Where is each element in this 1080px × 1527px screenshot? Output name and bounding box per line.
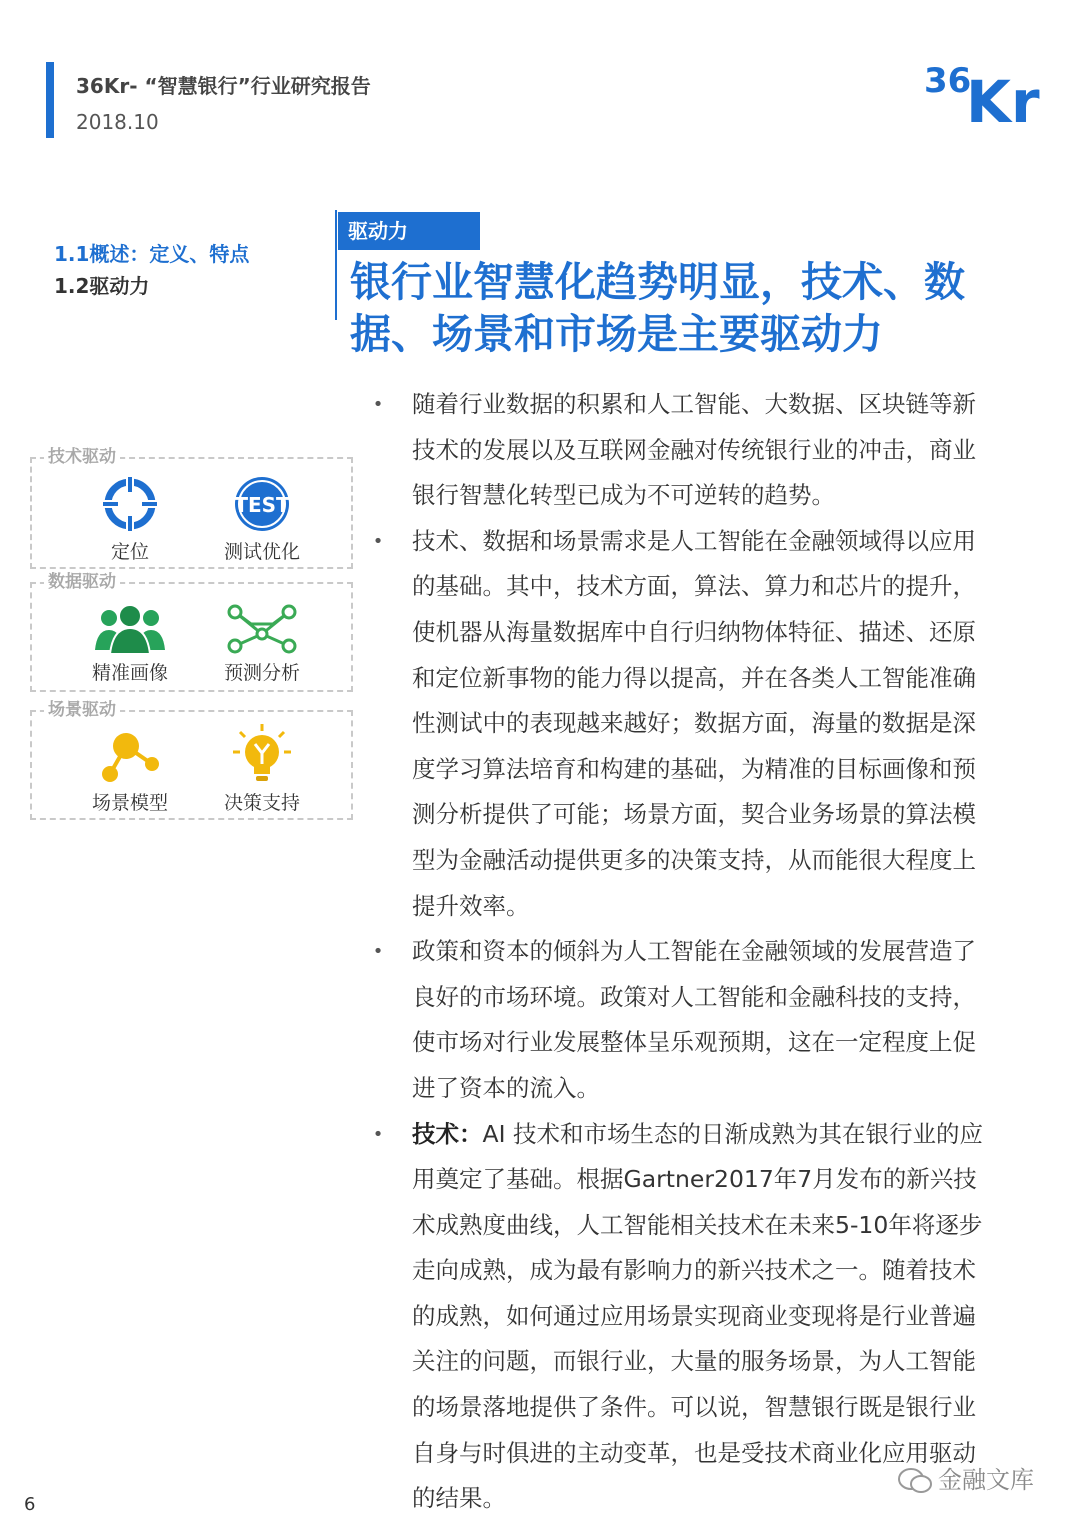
bullet-item [368,929,988,1111]
test-badge-icon [231,475,293,533]
36kr-logo [922,52,1042,128]
bullet-item [368,382,988,519]
bullet-dot-icon: • [372,530,384,552]
section-nav [54,238,249,302]
header-accent-bar [46,62,54,138]
icon-label: 精准画像 [91,662,168,684]
watermark-text: 金融文库 [938,1466,1034,1494]
body-text [368,382,988,1522]
bullet-item [368,1112,988,1522]
icon-cell-predict [202,604,322,685]
panel-label: 场景驱动 [44,700,120,720]
crosshair-icon [101,475,159,533]
bullet-dot-icon: • [372,941,384,963]
logo-text-small: 36 [924,61,972,101]
bullet-item [368,519,988,929]
panel-label: 数据驱动 [44,572,120,592]
icon-cell-test [202,475,322,564]
icon-label: 定位 [110,541,149,563]
icon-label: 预测分析 [223,662,300,684]
molecule-icon [98,730,162,784]
icon-label: 测试优化 [223,541,300,563]
nav-item-drivers[interactable]: 1.2驱动力 [54,274,150,298]
bullet-dot-icon: • [372,1123,384,1145]
bullet-dot-icon: • [372,394,384,415]
logo-text-large: Kr [966,68,1040,128]
icon-label: 决策支持 [223,792,300,814]
people-icon [93,604,167,654]
bullet-text: 技术、数据和场景需求是人工智能在金融领域得以应用的基础。其中，技术方面，算法、算力和芯片的提升，使机器从海量数据库中自行归纳物体特征、描述、还原和定位新事物的能力得以提高，并在各类人工智能准确性测试中的表现越来越好；数据方面，海量的数据是深度学习算法培育和构建的基础，为精准的目标画像和预测分析提供了可能；场景方面，契合业务场景的算法模型为金融活动提供更多的决策支持，从而能很大程度上提升效率。 [412,526,976,920]
bullet-lead: 技术： [412,1119,483,1148]
bullet-text: AI 技术和市场生态的日渐成熟为其在银行业的应用奠定了基础。根据Gartner2017年7月发布的新兴技术成熟度曲线，人工智能相关技术在未来5-10年将逐步走向成熟，成为最有影响力的新兴技术之一。随着技术的成熟，如何通过应用场景实现商业变现将是行业普遍关注的问题，而银行业，大量的服务场景，为人工智能的场景落地提供了条件。可以说，智慧银行既是银行业自身与时俱进的主动变革，也是受技术商业化应用驱动的结果。 [412,1119,983,1513]
title-accent-line [335,210,337,320]
report-title: 36Kr- “智慧银行”行业研究报告 [76,74,371,98]
svg-text:TEST: TEST [234,493,290,517]
panel-tech-driver [30,447,353,569]
wechat-icon [898,1467,932,1495]
page-number: 6 [24,1494,36,1515]
icon-cell-decision [202,722,322,815]
network-icon [227,604,297,654]
bullet-text: 随着行业数据的积累和人工智能、大数据、区块链等新技术的发展以及互联网金融对传统银行业的冲击，商业银行智慧化转型已成为不可逆转的趋势。 [412,390,976,510]
report-date: 2018.10 [76,110,159,134]
section-title: 银行业智慧化趋势明显，技术、数据、场景和市场是主要驱动力 [350,258,965,358]
section-tag: 驱动力 [338,212,480,250]
watermark [898,1460,1034,1495]
icon-cell-portrait [70,604,190,685]
icon-cell-locate [70,475,190,564]
icon-label: 场景模型 [91,792,168,814]
lightbulb-icon [230,722,294,784]
icon-cell-scene-model [70,730,190,815]
panel-scene-driver [30,700,353,820]
nav-item-overview[interactable]: 1.1概述：定义、特点 [54,242,250,266]
panel-data-driver [30,572,353,692]
bullet-text: 政策和资本的倾斜为人工智能在金融领域的发展营造了良好的市场环境。政策对人工智能和金融科技的支持，使市场对行业发展整体呈乐观预期，这在一定程度上促进了资本的流入。 [412,937,976,1102]
panel-label: 技术驱动 [44,447,120,467]
